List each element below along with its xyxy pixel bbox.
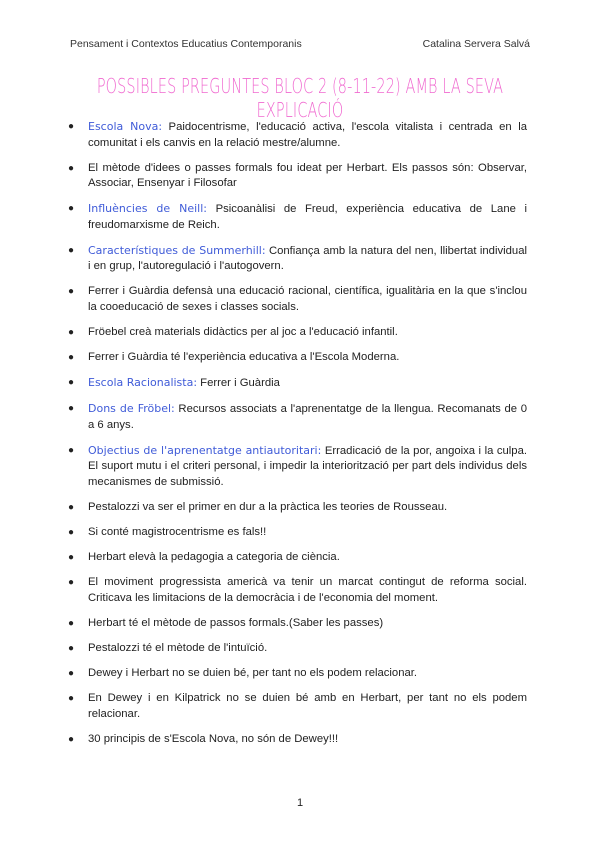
bullet-icon: ● [67, 501, 75, 513]
bullet-icon: ● [67, 444, 75, 456]
list-item-text: 30 principis de s'Escola Nova, no són de Dewey!!! [88, 732, 339, 745]
list-item [67, 375, 527, 392]
bullet-icon: ● [67, 326, 75, 338]
list-item [67, 443, 527, 491]
list-item-text: Erradicació de la por, angoixa i la culpa. El suport mutu i el criteri personal, i impedir la interiorització per part dels individus dels mecanismes de submissió. [88, 444, 527, 488]
list-item-text: Herbart té el mètode de passos formals.(Saber les passes) [88, 616, 384, 629]
bullet-icon: ● [67, 693, 75, 705]
page-header [70, 38, 530, 54]
list-item-text: Paidocentrisme, l'educació activa, l'escola vitalista i centrada en la comunitat i els canvis en la relació mestre/alumne. [88, 121, 527, 149]
bullet-icon: ● [67, 527, 75, 539]
list-item [67, 401, 527, 433]
bullet-icon: ● [67, 733, 75, 745]
list-item-text: Ferrer i Guàrdia té l'experiència educativa a l'Escola Moderna. [88, 351, 400, 364]
list-item [67, 243, 527, 275]
bullet-icon: ● [67, 121, 75, 132]
bullet-icon: ● [67, 668, 75, 679]
list-item-keyword: Característiques de Summerhill: [88, 243, 266, 257]
list-item [67, 284, 527, 315]
bullet-icon: ● [67, 552, 75, 564]
document-title: POSSIBLES PREGUNTES BLOC 2 (8-11-22) AMB LA SEVA EXPLICACIÓ [96, 74, 504, 122]
list-item-text: Pestalozzi va ser el primer en dur a la pràctica les teories de Rousseau. [88, 500, 448, 513]
list-item-keyword: Objectius de l'aprenentatge antiautoritari: [88, 443, 322, 457]
list-item-keyword: Escola Racionalista: [88, 376, 198, 390]
list-item [67, 616, 527, 632]
list-item-keyword: Dons de Fröbel: [88, 402, 175, 416]
list-item-text: Confiança amb la natura del nen, llibertat individual i en grup, l'autoregulació i l'autogovern. [88, 244, 527, 273]
list-item-text: Si conté magistrocentrisme es fals!! [88, 526, 267, 539]
list-item [67, 732, 527, 748]
list-item [67, 525, 527, 541]
bullet-icon: ● [67, 577, 75, 589]
list-item [67, 550, 527, 566]
list-item [67, 325, 527, 341]
list-item [67, 641, 527, 657]
question-list [67, 119, 527, 757]
list-item-text: Recursos associats a l'aprenentatge de la llengua. Recomanats de 0 a 6 anys. [88, 403, 527, 431]
list-item-text: Fröebel creà materials didàctics per al joc a l'educació infantil. [88, 325, 398, 338]
bullet-icon: ● [67, 352, 75, 364]
list-item-text: En Dewey i en Kilpatrick no se duien bé amb en Herbart, per tant no els podem relacionar. [88, 692, 527, 720]
list-item [67, 161, 527, 192]
list-item-text: Psicoanàlisi de Freud, experiència educativa de Lane i freudomarxisme de Reich. [88, 203, 527, 231]
list-item-keyword: Influències de Neill: [88, 202, 207, 216]
list-item-text: Dewey i Herbart no se duien bé, per tant no els podem relacionar. [88, 667, 418, 679]
list-item [67, 500, 527, 516]
list-item-text: El mètode d'idees o passes formals fou ideat per Herbart. Els passos són: Observar, Associar, Ensenyar i Filosofar [88, 161, 527, 190]
header-author: Catalina Servera Salvá [422, 38, 530, 50]
bullet-icon: ● [67, 377, 75, 389]
bullet-icon: ● [67, 642, 75, 654]
list-item [67, 691, 527, 722]
list-item [67, 666, 527, 682]
bullet-icon: ● [67, 244, 75, 256]
page-number: 1 [296, 797, 304, 809]
list-item [67, 350, 527, 366]
bullet-icon: ● [67, 286, 75, 298]
list-item [67, 119, 527, 151]
bullet-icon: ● [67, 162, 75, 174]
list-item-text: Pestalozzi té el mètode de l'intuïció. [88, 641, 268, 654]
list-item-keyword: Escola Nova: [88, 120, 163, 133]
header-course-title: Pensament i Contextos Educatius Contemporanis [70, 38, 302, 50]
bullet-icon: ● [67, 403, 75, 415]
list-item-text: Ferrer i Guàrdia [197, 377, 280, 390]
list-item [67, 575, 527, 606]
list-item-text: Ferrer i Guàrdia defensà una educació racional, científica, igualitària en la que s'inclou la cooeducació de sexes i classes socials. [88, 285, 527, 313]
list-item [67, 201, 527, 233]
bullet-icon: ● [67, 617, 75, 629]
list-item-text: Herbart elevà la pedagogia a categoria de ciència. [88, 551, 340, 564]
bullet-icon: ● [67, 203, 75, 215]
list-item-text: El moviment progressista americà va tenir un marcat contingut de reforma social. Criticava les limitacions de la democràcia i de l'economia del moment. [88, 576, 527, 604]
